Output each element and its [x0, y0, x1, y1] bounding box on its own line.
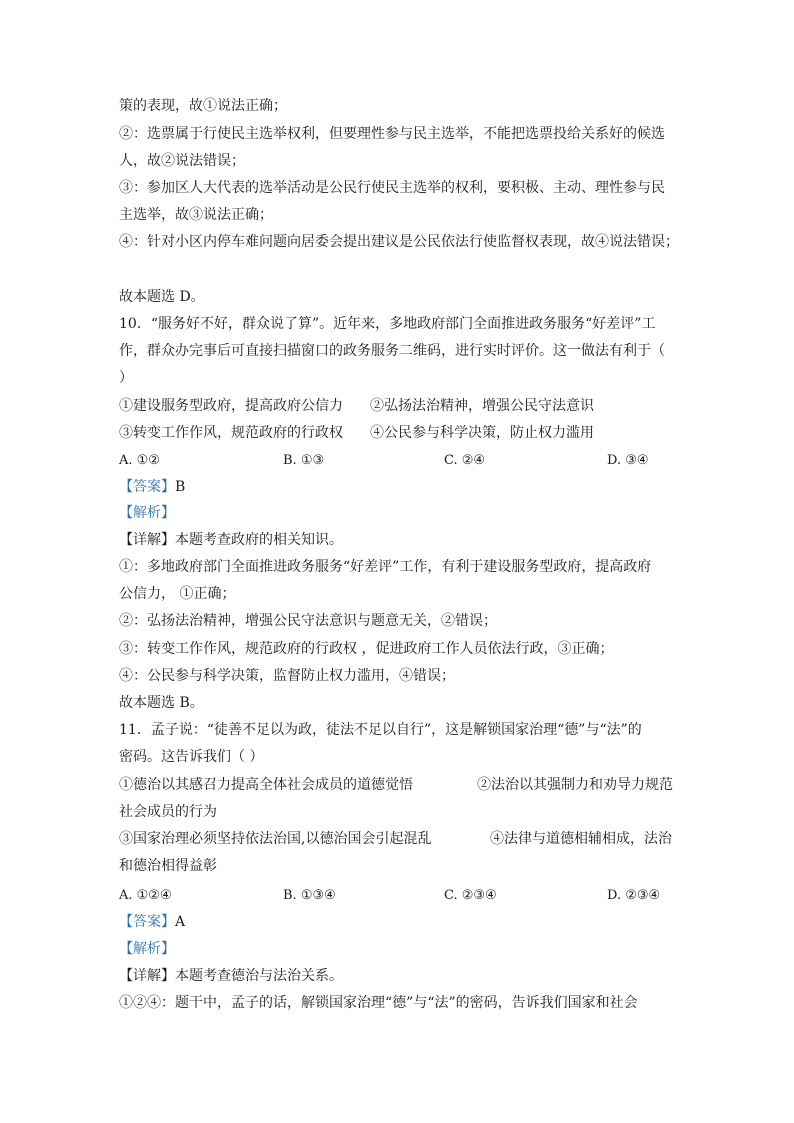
answer-value: A	[175, 914, 186, 930]
option-a: A. ①②④	[119, 888, 172, 903]
detail-tag: 【详解】	[119, 968, 175, 984]
answer-value: B	[175, 479, 186, 495]
text-line: ②：选票属于行使民主选举权利，但要理性参与民主选举，不能把选票投给关系好的候选	[119, 126, 665, 142]
statement-4: ④法律与道德相辅相成，法治	[490, 831, 672, 847]
detail-tag: 【详解】	[119, 532, 175, 548]
statement-3: ③国家治理必须坚持依法治国,以德治国会引起混乱	[119, 831, 432, 847]
explanation-line: ②：弘扬法治精神，增强公民守法意识与题意无关，②错误；	[119, 613, 497, 629]
statement-2-cont: 社会成员的行为	[119, 804, 217, 820]
text-line: ④：针对小区内停车难问题向居委会提出建议是公民依法行使监督权表现，故④说法错误；	[119, 234, 679, 250]
statement-2: ②法治以其强制力和劝导力规范	[477, 777, 673, 793]
option-d: D. ②③④	[607, 888, 661, 903]
detail-text: 本题考查政府的相关知识。	[175, 532, 343, 548]
text-line: 故本题选 D。	[119, 289, 205, 305]
explanation-line: ④：公民参与科学决策，监督防止权力滥用，④错误；	[119, 668, 455, 684]
question-10-stem: 作，群众办完事后可直接扫描窗口的政务服务二维码，进行实时评价。这一做法有利于（	[119, 343, 665, 359]
option-b: B. ①③④	[283, 888, 336, 903]
statement-4-cont: 和德治相得益彰	[119, 858, 217, 874]
statement-2: ②弘扬法治精神，增强公民守法意识	[370, 398, 594, 414]
answer-line	[119, 912, 679, 932]
statement-4: ④公民参与科学决策，防止权力滥用	[370, 425, 594, 441]
statement-1: ①建设服务型政府，提高政府公信力	[119, 398, 343, 414]
question-10-stem: ）	[119, 370, 133, 386]
option-b: B. ①③	[283, 453, 325, 468]
text-line: 人，故②说法错误；	[119, 153, 245, 169]
option-c: C. ②③④	[444, 888, 497, 903]
option-c: C. ②④	[444, 453, 486, 468]
detail-line	[119, 966, 679, 986]
analysis-line	[119, 503, 679, 523]
explanation-line: ③：转变工作作风，规范政府的行政权 ，促进政府工作人员依法行政，③正确；	[119, 641, 614, 657]
detail-text: 本题考查德治与法治关系。	[175, 968, 343, 984]
answer-tag: 【答案】	[119, 914, 175, 930]
statement-3: ③转变工作作风，规范政府的行政权	[119, 425, 343, 441]
question-10-stem: 10．“服务好不好，群众说了算”。近年来，多地政府部门全面推进政务服务“好差评”工	[119, 316, 656, 332]
question-11-stem: 11．孟子说：“徒善不足以为政，徒法不足以自行”，这是解锁国家治理“德”与“法”的	[119, 722, 642, 738]
statement-1: ①德治以其感召力提高全体社会成员的道德觉悟	[119, 777, 413, 793]
analysis-tag: 【解析】	[119, 505, 175, 521]
answer-tag: 【答案】	[119, 479, 175, 495]
explanation-line: 故本题选 B。	[119, 695, 204, 711]
explanation-line: 公信力， ①正确；	[119, 586, 236, 602]
text-line: ③：参加区人大代表的选举活动是公民行使民主选举的权利，要积极、主动、理性参与民	[119, 180, 665, 196]
text-line: 策的表现，故①说法正确；	[119, 98, 287, 114]
option-d: D. ③④	[607, 453, 649, 468]
text-line: 主选举，故③说法正确；	[119, 207, 273, 223]
option-a: A. ①②	[119, 453, 160, 468]
explanation-line: ①②④：题干中，孟子的话，解锁国家治理“德”与“法”的密码，告诉我们国家和社会	[119, 995, 638, 1011]
question-11-stem: 密码。这告诉我们（ ）	[119, 749, 264, 765]
detail-line	[119, 530, 679, 550]
answer-line	[119, 477, 679, 497]
explanation-line: ①：多地政府部门全面推进政务服务“好差评”工作，有利于建设服务型政府，提高政府	[119, 559, 652, 575]
analysis-tag: 【解析】	[119, 941, 175, 957]
analysis-line	[119, 939, 679, 959]
